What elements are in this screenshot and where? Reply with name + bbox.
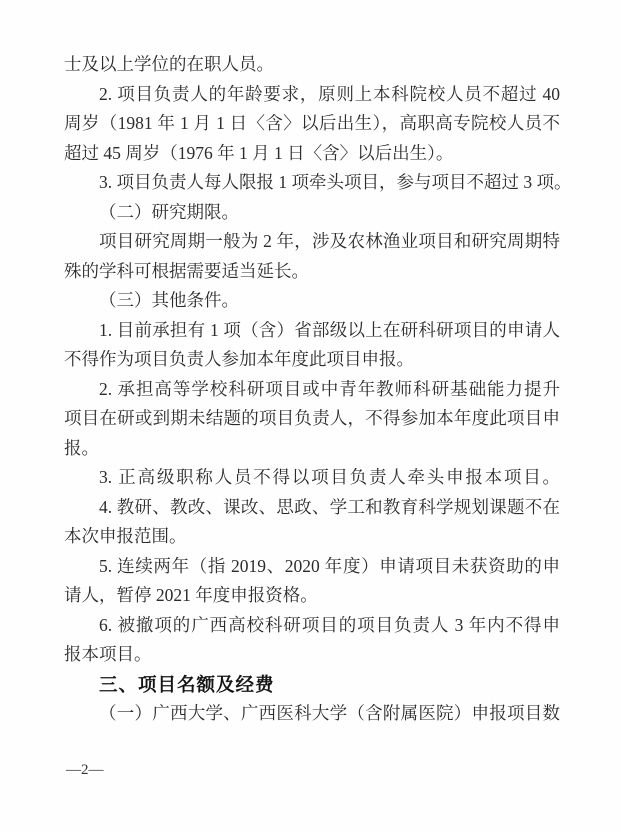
document-body	[64, 50, 572, 729]
doc-line: （一）广西大学、广西医科大学（含附属医院）申报项目数	[99, 703, 560, 723]
doc-line: 不得作为项目负责人参加本年度此项目申报。	[64, 349, 414, 369]
doc-line: 报。	[64, 437, 99, 458]
page-number: —2—	[66, 762, 104, 778]
doc-line: 士及以上学位的在职人员。	[64, 54, 274, 74]
doc-line: 3. 项目负责人每人限报 1 项牵头项目，参与项目不超过 3 项。	[99, 172, 572, 192]
doc-line: 本次申报范围。	[64, 526, 187, 546]
doc-line: 请人，暂停 2021 年度申报资格。	[64, 585, 318, 605]
doc-line: 5. 连续两年（指 2019、2020 年度）申请项目未获资助的申	[99, 555, 560, 576]
doc-line: 报本项目。	[64, 644, 152, 664]
doc-line: 2. 承担高等学校科研项目或中青年教师科研基础能力提升	[99, 378, 560, 399]
doc-line: 超过 45 周岁（1976 年 1 月 1 日〈含〉以后出生）。	[64, 142, 454, 163]
doc-line: 殊的学科可根据需要适当延长。	[64, 260, 309, 281]
doc-subheading: （二）研究期限。	[99, 201, 239, 222]
doc-line: 2. 项目负责人的年龄要求，原则上本科院校人员不超过 40	[99, 83, 560, 104]
doc-line: 4. 教研、教改、课改、思政、学工和教育科学规划课题不在	[99, 496, 560, 517]
doc-line: 1. 目前承担有 1 项（含）省部级以上在研科研项目的申请人	[99, 319, 560, 340]
doc-line: 6. 被撤项的广西高校科研项目的项目负责人 3 年内不得申	[99, 614, 560, 635]
section-heading: 三、项目名额及经费	[99, 673, 275, 695]
doc-subheading: （三）其他条件。	[99, 290, 239, 310]
doc-line: 3. 正高级职称人员不得以项目负责人牵头申报本项目。	[99, 467, 560, 487]
doc-line: 项目在研或到期未结题的项目负责人，不得参加本年度此项目申	[64, 408, 560, 428]
doc-line: 周岁（1981 年 1 月 1 日〈含〉以后出生），高职高专院校人员不	[64, 113, 560, 133]
doc-line: 项目研究周期一般为 2 年，涉及农林渔业项目和研究周期特	[99, 231, 560, 251]
